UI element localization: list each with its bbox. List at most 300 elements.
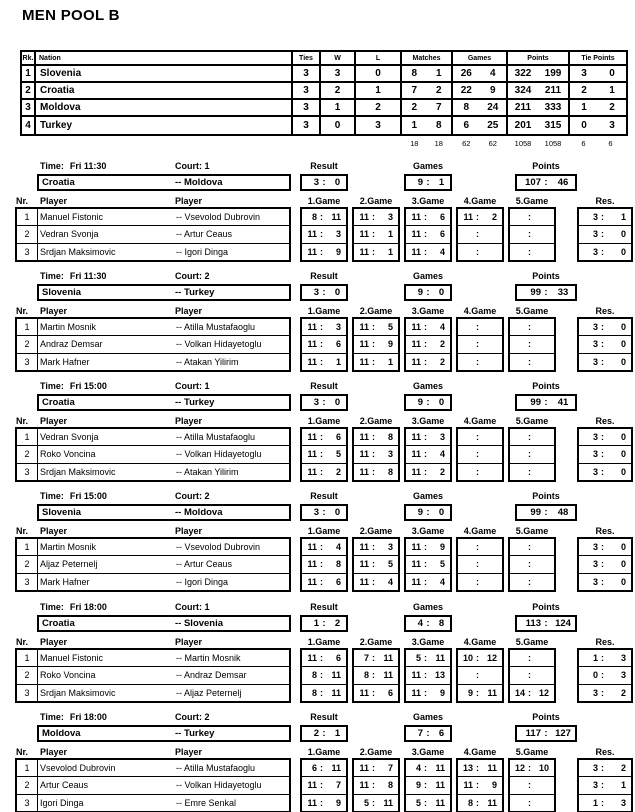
standings-row	[22, 83, 626, 100]
game-column-header: 4.Game	[463, 747, 497, 757]
player-number: 1	[17, 650, 38, 666]
header-nation: Nation	[36, 52, 293, 64]
result-label: Result	[310, 602, 338, 612]
points-pair	[508, 66, 570, 81]
home-player-name: Aljaz Peternelj	[40, 559, 98, 570]
team-names-box	[37, 615, 291, 632]
team-names-box	[37, 725, 291, 742]
games-won: 26	[460, 68, 472, 79]
game-column-header: 2.Game	[359, 416, 393, 426]
score-left: 3	[592, 763, 598, 774]
score-right: 8	[387, 780, 393, 791]
game-score-cell	[406, 244, 450, 260]
tie-points-won: 2	[581, 85, 587, 96]
game-score-cell	[510, 539, 554, 556]
nr-header: Nr.	[16, 747, 29, 757]
score-colon: :	[544, 177, 548, 188]
points-lost: 211	[544, 85, 562, 96]
score-left: 3	[313, 177, 319, 188]
matches-pair	[402, 117, 453, 134]
points-won: 211	[514, 102, 532, 113]
score-right: 11	[487, 687, 497, 698]
game-score-cell	[302, 244, 346, 260]
score-left: 113	[525, 618, 541, 629]
score-left: 11	[411, 559, 421, 570]
games-label: Games	[412, 491, 444, 501]
game-column-header: 5.Game	[515, 526, 549, 536]
player-row	[17, 556, 289, 573]
score-left: 3	[313, 287, 319, 298]
score-left: 11	[359, 780, 369, 791]
score-left: 9	[415, 780, 421, 791]
result-column	[577, 427, 633, 482]
score-left: 117	[525, 728, 541, 739]
score-colon: :	[372, 212, 375, 223]
score-colon: :	[320, 356, 323, 367]
time-caption: Time:	[40, 381, 64, 391]
score-left: 107	[525, 177, 541, 188]
game-column	[352, 207, 400, 262]
result-cell	[579, 209, 631, 226]
time-label	[40, 491, 107, 501]
score-right: 124	[555, 618, 571, 629]
away-player-name: -- Volkan Hidayetoglu	[176, 339, 262, 350]
result-score-box	[300, 174, 348, 191]
score-colon: :	[601, 432, 604, 443]
matches-won: 2	[411, 102, 418, 113]
game-score-cell	[406, 464, 450, 480]
total-value: 6	[581, 138, 586, 148]
score-colon: :	[476, 212, 479, 223]
result-cell	[579, 539, 631, 556]
score-colon: :	[424, 246, 427, 257]
game-column-header: 1.Game	[307, 416, 341, 426]
score-left: 11	[307, 576, 317, 587]
tie-points-won: 3	[581, 68, 587, 79]
game-score-cell	[354, 760, 398, 777]
score-colon: :	[544, 728, 548, 739]
games-label: Games	[412, 712, 444, 722]
score-left: 11	[359, 246, 369, 257]
game-column-header: 3.Game	[411, 637, 445, 647]
game-score-cell	[406, 556, 450, 573]
game-score-cell	[510, 667, 554, 684]
score-colon: :	[528, 763, 531, 774]
score-colon: :	[528, 246, 531, 257]
points-pair	[508, 100, 570, 115]
score-right: 8	[438, 618, 445, 629]
game-score-cell	[354, 539, 398, 556]
score-colon: :	[372, 763, 375, 774]
score-right: 1	[620, 212, 626, 223]
score-left: 3	[592, 576, 598, 587]
total-value: 1058	[544, 138, 562, 148]
score-right: 3	[387, 449, 393, 460]
score-left: 11	[411, 432, 421, 443]
game-score-cell	[510, 429, 554, 446]
score-right: 4	[439, 322, 445, 333]
score-colon: :	[601, 356, 604, 367]
games-pair	[453, 83, 508, 98]
score-right: 3	[335, 229, 341, 240]
score-left: 9	[417, 507, 423, 518]
tie-points-pair	[570, 83, 626, 98]
score-right: 11	[435, 780, 445, 791]
score-colon: :	[372, 339, 375, 350]
score-colon: :	[528, 542, 531, 553]
score-left: 11	[411, 449, 421, 460]
score-colon: :	[424, 542, 427, 553]
player-number: 2	[17, 446, 38, 462]
players-box	[15, 537, 291, 592]
away-player-name: -- Emre Senkal	[176, 797, 237, 808]
game-column	[300, 648, 348, 703]
game-score-cell	[302, 319, 346, 336]
score-right: 3	[335, 322, 341, 333]
games-label: Games	[412, 161, 444, 171]
game-column	[404, 648, 452, 703]
standings-totals-row	[20, 137, 628, 149]
score-left: 11	[307, 559, 317, 570]
score-left: 11	[463, 780, 473, 791]
score-colon: :	[476, 780, 479, 791]
score-left: 5	[415, 653, 421, 664]
game-score-cell	[302, 446, 346, 463]
result-cell	[579, 574, 631, 590]
games-score-box	[404, 504, 452, 521]
points-won: 201	[514, 120, 532, 131]
games-score-box	[404, 615, 452, 632]
score-colon: :	[424, 449, 427, 460]
tie-points-lost: 1	[609, 85, 615, 96]
game-score-cell	[458, 574, 502, 590]
court-caption: Court:	[175, 602, 202, 612]
matches-pair	[402, 100, 453, 115]
score-colon: :	[424, 212, 427, 223]
losses-value: 1	[356, 83, 402, 98]
score-left: 1	[592, 797, 598, 808]
player-row	[17, 244, 289, 260]
score-colon: :	[322, 728, 326, 739]
away-player-name: -- Atilla Mustafaoglu	[176, 322, 256, 333]
score-right: 4	[439, 576, 445, 587]
home-player-name: Srdjan Maksimovic	[40, 687, 116, 698]
score-colon: :	[426, 728, 430, 739]
points-score-box	[515, 725, 577, 742]
away-player-header: Player	[175, 526, 203, 536]
score-colon: :	[476, 653, 479, 664]
score-colon: :	[528, 322, 531, 333]
players-box	[15, 427, 291, 482]
result-cell	[579, 226, 631, 243]
away-player-header: Player	[175, 306, 203, 316]
game-column	[404, 758, 452, 812]
game-column-header: 4.Game	[463, 637, 497, 647]
score-left: 11	[411, 246, 421, 257]
score-colon: :	[544, 287, 548, 298]
result-column	[577, 648, 633, 703]
nation-value: Moldova	[36, 100, 293, 115]
score-left: 3	[592, 246, 598, 257]
team-names-box	[37, 394, 291, 411]
game-score-cell	[354, 667, 398, 684]
total-value: 62	[488, 138, 497, 148]
score-colon: :	[372, 246, 375, 257]
score-right: 4	[335, 542, 341, 553]
game-column	[508, 758, 556, 812]
ties-value: 3	[293, 117, 321, 134]
score-colon: :	[424, 780, 427, 791]
score-right: 9	[439, 687, 445, 698]
game-score-cell	[302, 574, 346, 590]
score-colon: :	[372, 653, 375, 664]
score-right: 6	[335, 432, 341, 443]
score-left: 13	[462, 763, 473, 774]
player-row	[17, 354, 289, 370]
court-caption: Court:	[175, 161, 202, 171]
wins-value: 3	[321, 66, 356, 81]
score-left: 11	[359, 212, 369, 223]
away-team-name: -- Slovenia	[175, 618, 224, 629]
standings-rows	[22, 66, 626, 134]
score-colon: :	[424, 670, 427, 681]
score-right: 9	[439, 542, 445, 553]
score-colon: :	[528, 780, 531, 791]
score-colon: :	[476, 229, 479, 240]
game-score-cell	[458, 777, 502, 794]
time-caption: Time:	[40, 602, 64, 612]
score-left: 6	[311, 763, 317, 774]
game-score-cell	[406, 209, 450, 226]
total-value: 62	[462, 138, 471, 148]
game-score-cell	[354, 226, 398, 243]
game-score-cell	[510, 354, 554, 370]
home-player-header: Player	[40, 196, 68, 206]
game-score-cell	[458, 795, 502, 811]
score-left: 11	[411, 322, 421, 333]
player-row	[17, 574, 289, 590]
nr-header: Nr.	[16, 416, 29, 426]
score-left: 5	[363, 797, 369, 808]
score-right: 0	[620, 356, 626, 367]
score-right: 7	[387, 763, 393, 774]
game-score-cell	[458, 226, 502, 243]
losses-value: 3	[356, 117, 402, 134]
game-score-cell	[458, 429, 502, 446]
score-left: 3	[592, 322, 598, 333]
score-left: 1	[313, 618, 319, 629]
game-score-cell	[458, 319, 502, 336]
game-column-header: 3.Game	[411, 306, 445, 316]
home-player-name: Srdjan Maksimovic	[40, 466, 116, 477]
score-right: 0	[438, 287, 445, 298]
home-team-name: Croatia	[42, 397, 75, 408]
result-cell	[579, 336, 631, 353]
game-score-cell	[302, 209, 346, 226]
score-left: 11	[411, 687, 421, 698]
score-colon: :	[424, 763, 427, 774]
score-colon: :	[322, 177, 326, 188]
result-column	[577, 317, 633, 372]
time-value: Fri 11:30	[69, 271, 107, 281]
total-value: 18	[434, 138, 443, 148]
score-left: 11	[307, 449, 317, 460]
game-column-header: 5.Game	[515, 637, 549, 647]
score-colon: :	[601, 449, 604, 460]
score-colon: :	[601, 559, 604, 570]
games-score-box	[404, 725, 452, 742]
ties-value: 3	[293, 66, 321, 81]
game-score-cell	[302, 354, 346, 370]
header-points: Points	[508, 52, 570, 64]
games-label: Games	[412, 602, 444, 612]
home-player-name: Vedran Svonja	[40, 432, 99, 443]
game-column-header: 2.Game	[359, 526, 393, 536]
games-pair	[453, 66, 508, 81]
score-colon: :	[601, 229, 604, 240]
score-right: 6	[335, 576, 341, 587]
game-score-cell	[406, 354, 450, 370]
score-right: 2	[439, 466, 445, 477]
header-tie-points: Tie Points	[581, 54, 615, 62]
score-right: 11	[487, 763, 497, 774]
score-left: 11	[359, 229, 369, 240]
score-right: 11	[331, 687, 341, 698]
player-row	[17, 650, 289, 667]
time-caption: Time:	[40, 161, 64, 171]
result-cell	[579, 354, 631, 370]
score-colon: :	[320, 212, 323, 223]
score-right: 0	[334, 507, 341, 518]
player-number: 3	[17, 685, 38, 701]
score-right: 2	[335, 466, 341, 477]
game-score-cell	[406, 795, 450, 811]
games-label: Games	[412, 381, 444, 391]
score-colon: :	[544, 507, 548, 518]
score-colon: :	[424, 229, 427, 240]
game-column-header: 4.Game	[463, 526, 497, 536]
match-block	[15, 270, 633, 372]
rank-value: 1	[22, 66, 36, 81]
games-won: 6	[463, 120, 470, 131]
points-won: 324	[514, 85, 532, 96]
score-left: 99	[530, 287, 541, 298]
score-colon: :	[601, 670, 604, 681]
home-player-header: Player	[40, 747, 68, 757]
game-column-header: 2.Game	[359, 637, 393, 647]
total-value: 1058	[514, 138, 532, 148]
game-column	[508, 537, 556, 592]
score-right: 5	[387, 322, 393, 333]
score-left: 11	[307, 339, 317, 350]
game-column	[300, 317, 348, 372]
away-team-name: -- Moldova	[175, 507, 223, 518]
score-colon: :	[424, 466, 427, 477]
score-right: 0	[620, 229, 626, 240]
score-left: 11	[359, 559, 369, 570]
game-score-cell	[406, 319, 450, 336]
score-colon: :	[322, 287, 326, 298]
match-block	[15, 380, 633, 482]
away-team-name: -- Moldova	[175, 177, 223, 188]
score-left: 3	[592, 687, 598, 698]
score-right: 9	[335, 797, 341, 808]
score-right: 9	[491, 780, 497, 791]
score-colon: :	[528, 687, 531, 698]
game-score-cell	[406, 760, 450, 777]
game-column	[404, 317, 452, 372]
game-column-header: 5.Game	[515, 196, 549, 206]
game-column	[300, 537, 348, 592]
score-right: 11	[435, 797, 445, 808]
player-number: 2	[17, 226, 38, 242]
court-label	[175, 491, 210, 501]
away-player-name: -- Martin Mosnik	[176, 653, 241, 664]
score-right: 10	[538, 763, 549, 774]
score-left: 11	[359, 339, 369, 350]
res-header: Res.	[595, 747, 615, 757]
score-colon: :	[424, 576, 427, 587]
player-number: 1	[17, 760, 38, 776]
home-player-name: Andraz Demsar	[40, 339, 103, 350]
matches-pair	[402, 66, 453, 81]
game-score-cell	[458, 446, 502, 463]
score-left: 0	[592, 670, 598, 681]
game-score-cell	[354, 429, 398, 446]
result-cell	[579, 429, 631, 446]
score-left: 8	[311, 212, 317, 223]
game-score-cell	[302, 464, 346, 480]
game-column	[300, 758, 348, 812]
result-cell	[579, 244, 631, 260]
home-player-name: Vsevolod Dubrovin	[40, 763, 116, 774]
away-player-name: -- Atilla Mustafaoglu	[176, 432, 256, 443]
game-score-cell	[354, 354, 398, 370]
header-wins: W	[321, 52, 356, 64]
players-box	[15, 317, 291, 372]
score-colon: :	[601, 339, 604, 350]
game-column	[352, 427, 400, 482]
score-left: 11	[307, 542, 317, 553]
ties-value: 3	[293, 83, 321, 98]
total-value: 18	[410, 138, 419, 148]
player-row	[17, 539, 289, 556]
score-colon: :	[601, 687, 604, 698]
score-right: 11	[383, 653, 393, 664]
points-label: Points	[532, 381, 560, 391]
game-score-cell	[458, 464, 502, 480]
game-score-cell	[302, 760, 346, 777]
home-player-name: Igori Dinga	[40, 797, 84, 808]
score-colon: :	[476, 687, 479, 698]
score-colon: :	[426, 177, 430, 188]
result-label: Result	[310, 381, 338, 391]
points-label: Points	[532, 161, 560, 171]
games-score-box	[404, 394, 452, 411]
result-label: Result	[310, 161, 338, 171]
score-right: 1	[387, 246, 393, 257]
away-player-name: -- Atilla Mustafaoglu	[176, 763, 256, 774]
header-rank: Rk.	[22, 52, 36, 64]
score-left: 9	[417, 177, 423, 188]
standings-table	[20, 50, 628, 136]
game-column-header: 5.Game	[515, 306, 549, 316]
nr-header: Nr.	[16, 637, 29, 647]
score-colon: :	[528, 339, 531, 350]
away-player-header: Player	[175, 747, 203, 757]
score-colon: :	[320, 670, 323, 681]
totals-tie-points	[570, 137, 626, 149]
